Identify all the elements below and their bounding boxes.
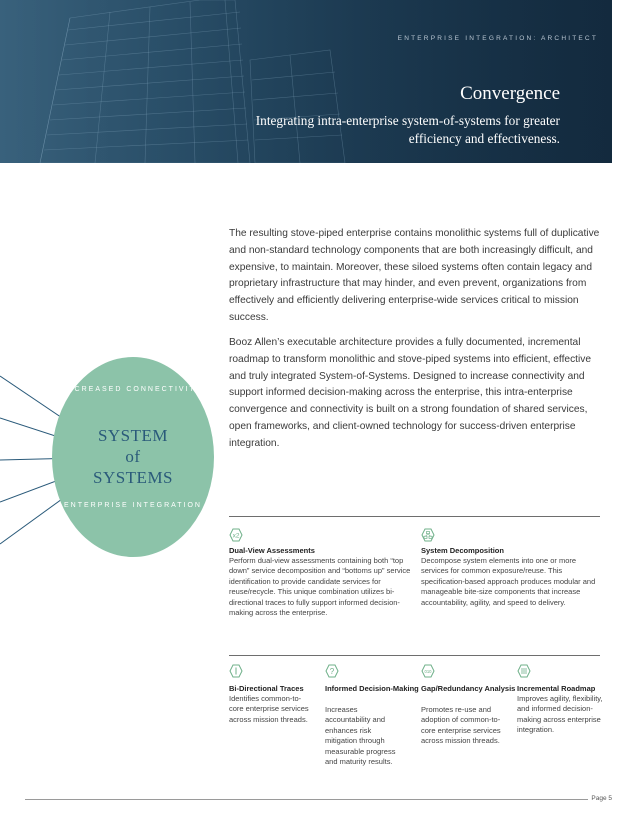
footer-divider	[25, 799, 588, 800]
circle-center-line1: SYSTEM	[97, 426, 169, 445]
feature-title-roadmap: Incremental Roadmap	[517, 684, 596, 693]
feature-title-dual-view: Dual-View Assessments	[229, 546, 315, 555]
circle-top-label: INCREASED CONNECTIVITY	[63, 386, 203, 393]
circle-center-line2: of	[125, 447, 141, 466]
svg-text:x2: x2	[232, 532, 240, 540]
gap-analysis-icon	[421, 664, 435, 678]
feature-text-traces: Identifies common-to-core enterprise services across mission threads.	[229, 694, 309, 724]
page-number: Page 5	[591, 795, 612, 802]
roadmap-icon	[517, 664, 531, 678]
page-title: Convergence	[460, 83, 560, 104]
svg-text:010: 010	[424, 669, 432, 674]
feature-text-roadmap: Improves agility, flexibility, and informed decision-making across enterprise integration.	[517, 694, 603, 735]
system-of-systems-circle	[52, 357, 214, 557]
section-divider-2	[229, 655, 600, 656]
feature-title-gap: Gap/Redundancy Analysis	[421, 684, 516, 693]
header-banner	[0, 0, 612, 163]
feature-title-traces: Bi-Directional Traces	[229, 684, 304, 693]
circle-bottom-label: ENTERPRISE INTEGRATION	[64, 502, 202, 509]
dual-view-icon	[229, 528, 243, 542]
circle-center-line3: SYSTEMS	[92, 468, 174, 487]
circle-center-label	[52, 425, 214, 488]
feature-text-dual-view: Perform dual-view assessments containing both “top down” service decomposition and “bottoms up” service identification to provide candidate services for reuse/recycle. This unique combination utilizes bi-directional traces to fully support informed decision-making across the enterprise.	[229, 556, 411, 618]
question-icon	[325, 664, 339, 678]
decomposition-icon	[421, 528, 435, 542]
feature-text-decision: Increases accountability and enhances risk mitigation through measurable progress and maturity results.	[325, 705, 396, 767]
feature-text-decomposition: Decompose system elements into one or more services for common exposure/reuse. This specification-based approach produces modular and manageable bite-size components that increase accountability, agility, and speed to delivery.	[421, 556, 596, 607]
body-paragraph-1: The resulting stove-piped enterprise contains monolithic systems full of duplicative and non-standard technology components that are both increasingly difficult, and expensive, to maintain. Moreover, these siloed systems often contain legacy and proprietary infrastructure that may hinder, and even prevent, organizations from effectively and efficiently delivering enterprise-wide services critical to mission success.	[229, 228, 600, 323]
svg-text:?: ?	[329, 667, 335, 676]
header-kicker: ENTERPRISE INTEGRATION: ARCHITECT	[397, 35, 598, 42]
body-paragraph-2: Booz Allen’s executable architecture provides a fully documented, incremental roadmap to transform monolithic and stove-piped systems into efficient, effective and truly integrated System-of-Systems. Designed to increase connectivity and support informed decision-making across the enterprise, this intra-enterprise convergence and connectivity is built on a strong foundation of shared services, open frameworks, and client-owned technology for success-driven enterprise integration.	[229, 337, 592, 449]
page-subtitle: Integrating intra-enterprise system-of-systems for greater efficiency and effectiveness.	[255, 113, 560, 146]
feature-text-gap: Promotes re-use and adoption of common-to-core enterprise services across mission threads.	[421, 705, 501, 746]
feature-title-decision: Informed Decision-Making	[325, 684, 419, 693]
traces-icon	[229, 664, 243, 678]
section-divider-1	[229, 516, 600, 517]
feature-title-decomposition: System Decomposition	[421, 546, 504, 555]
